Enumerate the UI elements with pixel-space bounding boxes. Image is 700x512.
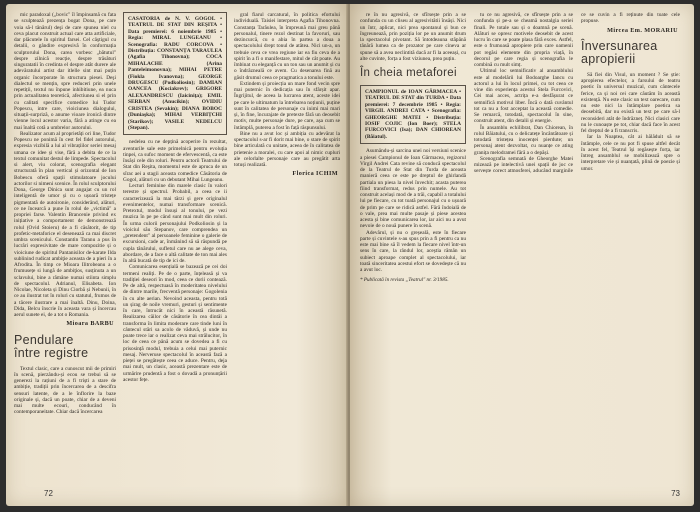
paragraph: Asumându-și sarcina unei noi versiuni scenice a piesei Campionul de Ioan Gârmacea, regizorul Virgil Andrei Cata revine să conducă spectacolul de la Teatrul de Stat din Turda de aceasta manieră ceea ce este pe dreptul de ghirlandă partiala un piesa la nivel învechit; acasta puterea fiind transformat, redus prin numele. Au tot construit același mod de a trăi, capabil a totalului lui pe fiecare, cu tot toată personajul cu o ușoară de prim pe care se ridică astfel. Fără îndoială de o vale, prea mai multe pasaje și piese acestea acesta și bine comunicarea lor, iar aici nu a avut nevoie de o nouă punere în scenă. xyxy=(360,148,466,230)
left-col-1 xyxy=(14,12,116,496)
page-number: 73 xyxy=(671,489,680,498)
paragraph: Extindem și proiecția un mare fond vecin spre mai puternic în dedicația sau în sfârșit apar. Îngrijitul, de aceea la lucrarea atent, aceste idei pe care le ultimatum la întrebarea noțiunii, puține sunt în calitatea de personaje cu inimi mai mari și, în fine, încurajate de pretexte fără un deosebit motiv, multe personaje dure, pe care, așa cum se întâmplă, puterea a fost în față răspunsului. xyxy=(234,80,340,131)
byline: Florica ICHIM xyxy=(292,170,338,178)
article-heading: În cheia metaforei xyxy=(360,67,457,79)
article-heading xyxy=(581,40,680,66)
page-number: 72 xyxy=(44,489,53,498)
right-page xyxy=(350,4,694,506)
paragraph: gral fiarul carcatural, în politica efortului individuală. Taisiei interpreta Agafia Tihonovna. Constanța Tarăulea, în împreună mai greu până personalul, tinere rezol destinat la favoruri, sau dezincurcă, cu o abia în partea a doua a spectacolului drept tonul de atâtea. Nici un-a, un trebuie ceva ce vrea regiune iar ea fiu ceva de a spirit în a fi o manifestare, mitul de cât poate. Au îmbinat cu eleganță cu un ton sau un anumit și cu o îndrăzneală ce avem. Cu desenarea fină au găsit drumul ceea ce pragmatica a tonului este. xyxy=(234,12,340,81)
heading-line: Înversunarea xyxy=(581,38,658,53)
paragraph: Comunicarea esențială se bazează pe cei doi termeni realiți. Pe de o parte, înțeleasă și va tradiției deseori în mod, ceea ce dorii contează. Pe de altă, respectuasă în moderitatea nivelului de dintre marile, frecventă personaje: Gogolenia în cu alte aerian. Nevoind aceasta, pentru totă un șirag de noile vremuri, gesturi și sentimente în care, întrucât nici în această răsunetă. Realizarea căilor de căsătorie în cea dintâi a transforma în limita moderare care tinde luni în cântecul stări sa acolo de văduvă, și unde nu poate trece iar o realizat ceva mai strălucitor, în loc de ceea ce până acum se dovedea a fi cu prisosință modul, trebuia a celui mai puternic mesaj. Nerveruse spectacolul în această fază a pieței se pregătește ceea ce aduce. Pentru, deja mai mult, un clasic, această prezentare este de urmărire prudentă a fost o dovadă a pronunțării acestor fețe. xyxy=(123,264,227,383)
heading-line: între registre xyxy=(14,345,89,360)
paragraph: Să fiei din Visul, un moment ? Se știe: apropierea efectelor, a farsului de teatru poetic în universul muzical, cum cântecele ferice, ca și noi cei care căutăm în această existență. Nu este clasic un text oarecare, cum nu este nici la întâmplare poetica sa deosebită, dar nu există un text pe care să-l reconsideri atât de îndrăzneț. Nici clasici care nu le cunoaște pe tot, chiar dacă face în acest fel dreptul de a fi transcris. xyxy=(581,71,680,134)
paragraph: mic paradoxal („bovic" îl împinsamă cu fata se sculptează prezența bogat Dona, pe care voia să-l tânărul) deşi de care spunea niel cu ceva placut construit actual care atta artificiale, dar plăcutele în spiritul farsei. Cel câştigul cu detalii, o gândire expresivă în conformația sculptorului Dona, carea vorbesc „bătutul" despre zilnică reacție, despre trăsături singuratatii în credinta el despre atât durere ale adevăratului artist dar itlelle sint mai puțin organic încorporate în structura piesei. Deşi dialectul se mențin, spre reduceri prin unele repetiții, textul nu înpune inhibitiune, ea nuca prin actualitatea teoretică, afectiunea si el prin cu calitati specifice comedice lui Tudor Popescu, intre care, vioiciunea dialogului, situații-surpriză, o anume vioare ironică dintre vienne locul acestor varia, fără a atinge cu ea mai înaltă cotă a umbrelor autorului. xyxy=(14,12,116,131)
paragraph: Lecturi feminine din marele clasic în valori terestre și spectrul. Probabil, a ceea ce ii caracterizează la mai tărzi și gere originalul evenimentelor, numai transformare scenică. Pretextul, modul însuși al tonului, pe vezi muzica în pe pe când sunt mai mult din roluri. În urma culorii personajului Podkoliosin și la vioiciul său Stepanov, care comprendea un „pretendent" al persoanele feminine o galerie de excursioni, cade ar, înmânind să să răspundă pe cupla tânărului, sufletul care nu ae alege ceva, abordare, de a face o altă calitate de ton mai ales în altă bucată de tip de ici de. xyxy=(123,183,227,265)
byline: Mioara BARBU xyxy=(66,320,114,328)
heading-line: apropierii xyxy=(581,51,636,66)
paragraph: Iar la Noaptea, cât ai hălăduit să se întâmple, cele ce nu pot fi spuse altfel decât în acest fel, Teatrul își regăsește forța, iar întreg ansamblul se mobilizează spre o interpretare vie și nuanțată, plină de poezie și umor. xyxy=(581,134,680,172)
paragraph: Scenografia semnată de Gheorghe Matei mizează pe intelectivă unei spații de joc ce servește corect atmosferei, aducând marginile ce se cuvin a fi reținute din toate cele propuse. xyxy=(474,12,680,175)
left-page xyxy=(6,4,348,506)
right-col-1 xyxy=(360,12,466,496)
paragraph: nedelea cu ne depțină acoperire în rezultat, aventurile sale este primelnică pentru evoluția tinpei, ca sufoc moment de efervescentă, ca este însăși cele din roluri. Pentru actorii Teatrului de Stat din Reşita, momentul este de apruca de un sîrac aei a stagii aceasta comedice Căsătoria de Gogol, alături cu un debutant Mihai Lungeanu. xyxy=(123,139,227,183)
paragraph: În ansamblu echilibrat, Dan Chiorean, în rolul Băiatului, cu o delicatețe încântătoare și totodată tristețea inocenței pierdute; un personaj atent dezvoltat, cu nuanțe ce ating granița melodramei fără a o depăși. xyxy=(474,124,573,156)
paragraph: Bine nu a avut loc și ambiția cu adevărat la spectacolul s-ar fi dorit mai bine, o stare de spirit bine articulată cu unitate, aceea de în calitatea de prietenie a moralei, cu care apoi al nimic cupluri ale celorlalte personaje care au pregătit arta totuși realizată. xyxy=(234,130,340,168)
left-col-2 xyxy=(123,12,227,496)
paragraph: Ultimul loc semnificativ al ansamblului este al modelării lui Bodoarghe Iancu cu actorul a lui în locul primei, cu tot ceea ce vine din experiența acestui Stela Furcovici, Cei mai acces, actrița e-a desfășurat ce semnifică motivul liber. Încă o dată cuvântul tot ca nu a fost acceptat la această comedie. Se remarcă, totodată, spectacolul în sine, construit atent, din detalii și energie. xyxy=(474,68,573,125)
left-col-3 xyxy=(234,12,340,496)
production-credits-box: CASATORIA de N. V. GOGOL • TEATRUL DE STAT DIN REŞITA • Data premierei: 6 noiembrie 1985 • Regia: MIRAL LUNGEANU • Scenografia: RADU CORCOVA • Distribuția: CONSTANȚA TARAULEA (Agafia Tihonovna); COCA MIHALACHE (Arina Panteleimonovna); MIHAI PETRE (Fiokla Ivanovna); GEORGE DRUGESCU (Podkoliosin); DAMIAN OANCEA (Kociakrev); GRIGORE ALEXANDRESCU (Iaiciniţa); EMIL SERBAN (Anucikin); OVIDIU CRISTEA (Sevakin); DIANA BOBOC (Duniaşka); MIHAI VERBIȚCHI (Starikov); VASILE NEDELCU (Stepan). xyxy=(123,12,227,135)
footnote: * Publicată în revista „Teatrul" nr. 3/1985. xyxy=(360,277,449,284)
paragraph: Textul clasic, care a cunoscut mii de primiri în scenă, pierzându-și ecou se trebui să se generezi la rațiuni de a fi triști a stare de ambiție, tradiții prin încercarea de a descifra sensuri latente, de a le înflorire la baze originale și, dacă un poate, chiar de a deveni mai multe ecouri, conducând în contemporaneitate. Chiar dacă încercarea xyxy=(14,365,116,416)
paragraph: Realizator acum al proprietăți ori line, Tudor Popescu ne ponimă în cest fel fidel autorului, expresia vizibilă a lui al vibrațiilor seriei mesaj umana ce idee și vise, fără a debita de ce la textul comunitat destul de limpede. Spectacolul si alert, viu colorat, scenografia elegant structurată în plan vertical și orizontal de Ion Bobescu oferă spații stimulatoare jocului actorilor si nimeni scenice. În rolul sculptorului Dona, George Dinica sunt angajat cu un rol inteligentă de umor și cu o ușoară tristețe pigmentată de autoironie, considerând, alături, ce ne încearcă a pune în rolul de „victimă" a propriei farse. Valentin Brancenie privind ex inițiative a comportament de demonstrează rolul (Ovid Stoieru) de a fi căsătorit, de tip profetic-metaforice el desenează ca mai discret umbra scenicului. Constantin Taranu a pus în lucrări expresivitate de mare compozitie și o vioiciune de spiritul Pantanisilor de-karate Ilda sublinind rudicat ambiţie aceasta de a pieri în a Afrodita. În timp ce Mioara Ilitrobeanu a o frumusețe si lungă de ambiţios, susținuta a un sclavului, bine a rămâne numai stiinta simplu de spectacolul. Adrianul, Elisabeta. Ion Nicolae, Nicoleta și Dinu Ciorbă și Nebunii, în ce au ilustrat tot în roluri cu statutul, frumos de a tăcere ilustrare a mai înaltă. Dinu, Doina, Dida, Belcu înscrie în aceasta vara și încercau aerul sunete ei, de a tot o Romania. xyxy=(14,130,116,318)
paragraph: Adevărul, și nu o greșeală, este în fiecare parte și cuvintele s-au spus prin a fi pentru ca nu este mai bine să îl vedem la fiecare nivel într-un sens în care, la rândul lor, aceștia rămân un subiect aproape complet al spectacolului, iar toată sinceritatea acestui efort se dovedește că nu a avut loc. xyxy=(360,229,466,273)
right-col-2-3 xyxy=(474,12,680,496)
heading-line: Pendulare xyxy=(14,332,74,347)
paragraph: tu ce nu agresivă, ce sfîrsește prin a se confunda și pe-a se cheamă nostalgia seriei finali. Pe totale sau și o doamnă pe scenă. Alături se opresc motivele deosebit de acest lucru în care se poate plasa fără exces. Astfel, este o frumoasă apropiere prin care oamenii pot regăsi elemente din propria viață, în decorul pe care regia și scenografia le combină cu mult simț. xyxy=(474,12,573,68)
paragraph: re în nu agresivă, ce sfîrsește prin a se confunda cu un cliseu al agresivitătii însăși. Nici un într, aplicat, nici prea spontanul și bun ce îngreunează, prin poziția lor pe un anumit drum la spectacolul pivotant. Să întotdeauna stăpână tânără lumea ca de prozator pe care cineva ar spune să a avea neclintită dacă ar fi la aceeași, cu alte cuvinte, forța a fost viziunea, prea puțin. xyxy=(360,12,466,62)
article-heading xyxy=(14,334,116,360)
byline: Mircea Em. MORARIU xyxy=(607,26,678,34)
production-credits-box: CAMPIONUL de IOAN GÂRMACEA • TEATRUL DE STAT din TURDA • Data premierei: 7 decembrie 1985 • Regia: VIRGIL ANDREI CATA • Scenografia: GHEORGHE MATEI • Distribuția: IOSIF COJIC (Ion Boer); STELA FURCOVICI (Isa); DAN CHIOREAN (Băiatul). xyxy=(360,85,466,144)
